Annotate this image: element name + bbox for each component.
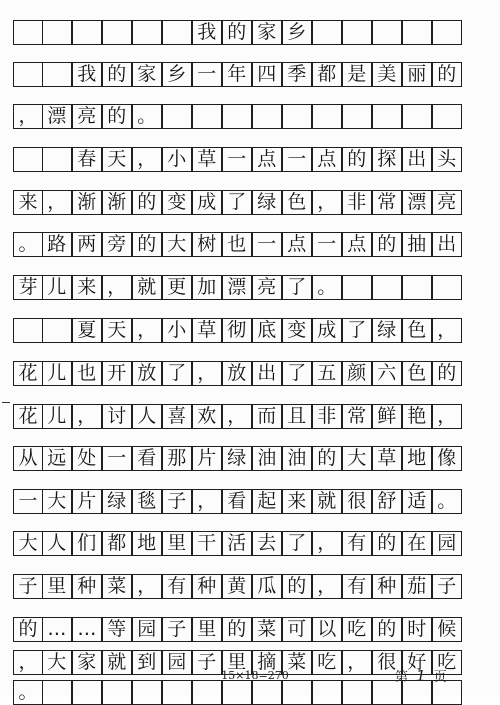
grid-cell: 人 bbox=[42, 531, 72, 556]
grid-cell: 起 bbox=[252, 489, 282, 514]
grid-cell: 色 bbox=[282, 190, 312, 215]
grid-cell: 探 bbox=[372, 147, 402, 172]
grid-cell: 渐 bbox=[72, 190, 102, 215]
grid-cell bbox=[13, 62, 43, 87]
grid-cell: ， bbox=[132, 318, 162, 343]
grid-cell bbox=[192, 104, 222, 129]
grid-cell: 有 bbox=[342, 531, 372, 556]
grid-cell: 来 bbox=[72, 275, 102, 300]
grid-cell: … bbox=[72, 617, 102, 642]
grid-cell: 鲜 bbox=[372, 404, 402, 429]
grid-cell: 候 bbox=[432, 617, 462, 642]
grid-cell: 黄 bbox=[222, 574, 252, 599]
grid-cell: 抽 bbox=[402, 232, 432, 257]
grid-cell: ， bbox=[342, 650, 372, 675]
grid-cell: ， bbox=[72, 404, 102, 429]
grid-row bbox=[13, 318, 463, 343]
grid-cell: 大 bbox=[342, 446, 372, 471]
grid-cell: 我 bbox=[72, 62, 102, 87]
grid-cell: 一 bbox=[192, 62, 222, 87]
grid-cell bbox=[13, 318, 43, 343]
grid-cell: ， bbox=[432, 318, 462, 343]
grid-cell bbox=[222, 680, 252, 705]
grid-cell: 芽 bbox=[13, 275, 43, 300]
grid-cell bbox=[252, 680, 282, 705]
grid-cell: 适 bbox=[402, 489, 432, 514]
grid-cell: 花 bbox=[13, 404, 43, 429]
grid-cell: 色 bbox=[402, 318, 432, 343]
grid-cell: 人 bbox=[132, 404, 162, 429]
grid-cell: 的 bbox=[282, 574, 312, 599]
grid-cell: 的 bbox=[222, 617, 252, 642]
grid-row bbox=[13, 104, 463, 129]
grid-cell: 种 bbox=[372, 574, 402, 599]
grid-cell: 家 bbox=[252, 20, 282, 45]
grid-cell: 的 bbox=[102, 104, 132, 129]
grid-cell: 四 bbox=[252, 62, 282, 87]
grid-cell: 来 bbox=[13, 190, 43, 215]
grid-row bbox=[13, 489, 463, 514]
grid-cell bbox=[42, 318, 72, 343]
grid-cell: 加 bbox=[192, 275, 222, 300]
grid-cell: 菜 bbox=[252, 617, 282, 642]
grid-cell: 。 bbox=[13, 232, 43, 257]
grid-cell: 了 bbox=[282, 275, 312, 300]
grid-cell: 天 bbox=[102, 318, 132, 343]
grid-cell: 很 bbox=[372, 650, 402, 675]
grid-cell: 点 bbox=[312, 147, 342, 172]
grid-cell: 草 bbox=[192, 318, 222, 343]
grid-cell bbox=[132, 20, 162, 45]
grid-cell: 吃 bbox=[312, 650, 342, 675]
grid-cell: 出 bbox=[402, 147, 432, 172]
grid-cell: 时 bbox=[402, 617, 432, 642]
grid-cell: 亮 bbox=[72, 104, 102, 129]
grid-cell: ， bbox=[312, 574, 342, 599]
grid-cell: 有 bbox=[342, 574, 372, 599]
grid-row bbox=[13, 446, 463, 471]
grid-cell bbox=[312, 104, 342, 129]
grid-cell: 油 bbox=[282, 446, 312, 471]
grid-cell bbox=[372, 20, 402, 45]
grid-cell: 种 bbox=[192, 574, 222, 599]
grid-cell: 可 bbox=[282, 617, 312, 642]
grid-row bbox=[13, 361, 463, 386]
grid-cell: 欢 bbox=[192, 404, 222, 429]
grid-cell bbox=[132, 680, 162, 705]
grid-cell: 看 bbox=[132, 446, 162, 471]
grid-cell bbox=[102, 20, 132, 45]
grid-cell: ， bbox=[312, 531, 342, 556]
grid-row bbox=[13, 275, 463, 300]
grid-cell: 菜 bbox=[102, 574, 132, 599]
grid-cell: 干 bbox=[192, 531, 222, 556]
grid-cell: ， bbox=[13, 104, 43, 129]
grid-cell: 地 bbox=[402, 446, 432, 471]
grid-cell: 子 bbox=[13, 574, 43, 599]
grid-cell: 里 bbox=[162, 531, 192, 556]
grid-spec-label: 15×18=270 bbox=[221, 669, 289, 682]
grid-cell: 菜 bbox=[282, 650, 312, 675]
grid-row bbox=[13, 62, 463, 87]
grid-cell: 的 bbox=[342, 147, 372, 172]
grid-cell: 。 bbox=[432, 489, 462, 514]
grid-cell: 天 bbox=[102, 147, 132, 172]
grid-cell: 出 bbox=[252, 361, 282, 386]
grid-cell: 吃 bbox=[432, 650, 462, 675]
grid-cell bbox=[42, 147, 72, 172]
grid-cell: 远 bbox=[42, 446, 72, 471]
grid-cell bbox=[432, 20, 462, 45]
grid-cell: 就 bbox=[132, 275, 162, 300]
grid-cell: 去 bbox=[252, 531, 282, 556]
grid-cell: ， bbox=[432, 404, 462, 429]
grid-cell: 子 bbox=[432, 574, 462, 599]
grid-cell: 片 bbox=[192, 446, 222, 471]
grid-cell: 里 bbox=[192, 617, 222, 642]
grid-cell: 了 bbox=[282, 361, 312, 386]
grid-cell: 放 bbox=[132, 361, 162, 386]
grid-cell bbox=[342, 275, 372, 300]
grid-row bbox=[13, 147, 463, 172]
grid-cell: 地 bbox=[132, 531, 162, 556]
grid-cell: 等 bbox=[102, 617, 132, 642]
grid-cell: 好 bbox=[402, 650, 432, 675]
grid-cell: 漂 bbox=[222, 275, 252, 300]
grid-cell: 树 bbox=[192, 232, 222, 257]
grid-cell bbox=[162, 20, 192, 45]
grid-cell: ， bbox=[42, 190, 72, 215]
grid-cell: 子 bbox=[162, 489, 192, 514]
grid-cell bbox=[13, 20, 43, 45]
grid-cell: 都 bbox=[312, 62, 342, 87]
grid-cell: 吃 bbox=[342, 617, 372, 642]
grid-cell bbox=[282, 680, 312, 705]
grid-cell: 季 bbox=[282, 62, 312, 87]
grid-cell bbox=[342, 104, 372, 129]
grid-cell: 的 bbox=[372, 232, 402, 257]
grid-cell: 茄 bbox=[402, 574, 432, 599]
grid-cell: 大 bbox=[42, 650, 72, 675]
grid-cell: 里 bbox=[42, 574, 72, 599]
grid-cell: 就 bbox=[312, 489, 342, 514]
grid-cell: 一 bbox=[312, 232, 342, 257]
page-suffix: 页 bbox=[433, 670, 451, 685]
grid-cell: 乡 bbox=[162, 62, 192, 87]
grid-cell: 颜 bbox=[342, 361, 372, 386]
grid-cell: 园 bbox=[162, 650, 192, 675]
grid-cell: 以 bbox=[312, 617, 342, 642]
grid-cell: 点 bbox=[252, 147, 282, 172]
grid-cell: 。 bbox=[312, 275, 342, 300]
grid-cell: ， bbox=[192, 489, 222, 514]
grid-cell: 草 bbox=[192, 147, 222, 172]
grid-cell: ， bbox=[222, 404, 252, 429]
grid-cell: 艳 bbox=[402, 404, 432, 429]
page-number: 1 bbox=[416, 667, 430, 685]
grid-cell: 也 bbox=[72, 361, 102, 386]
grid-cell: 的 bbox=[102, 62, 132, 87]
grid-cell: 丽 bbox=[402, 62, 432, 87]
grid-cell: 头 bbox=[432, 147, 462, 172]
grid-cell: 大 bbox=[162, 232, 192, 257]
grid-cell bbox=[372, 275, 402, 300]
grid-cell: 底 bbox=[252, 318, 282, 343]
grid-cell: 从 bbox=[13, 446, 43, 471]
grid-cell: 里 bbox=[222, 650, 252, 675]
grid-cell: 儿 bbox=[42, 404, 72, 429]
grid-cell: 种 bbox=[72, 574, 102, 599]
grid-cell: 活 bbox=[222, 531, 252, 556]
grid-cell bbox=[312, 680, 342, 705]
grid-row bbox=[13, 190, 463, 215]
grid-cell: 园 bbox=[132, 617, 162, 642]
grid-cell: 摘 bbox=[252, 650, 282, 675]
grid-row bbox=[13, 232, 463, 257]
grid-cell bbox=[342, 680, 372, 705]
grid-row bbox=[13, 404, 463, 429]
grid-cell: 六 bbox=[372, 361, 402, 386]
grid-cell: 而 bbox=[252, 404, 282, 429]
grid-cell: … bbox=[42, 617, 72, 642]
grid-cell: 开 bbox=[102, 361, 132, 386]
grid-cell: 一 bbox=[13, 489, 43, 514]
grid-cell: 的 bbox=[372, 617, 402, 642]
grid-cell: 儿 bbox=[42, 275, 72, 300]
grid-cell: 子 bbox=[162, 617, 192, 642]
grid-cell bbox=[372, 104, 402, 129]
grid-cell: 彻 bbox=[222, 318, 252, 343]
grid-cell: 乡 bbox=[282, 20, 312, 45]
grid-cell: 了 bbox=[282, 531, 312, 556]
grid-cell: 有 bbox=[162, 574, 192, 599]
grid-cell: 子 bbox=[192, 650, 222, 675]
grid-cell: 一 bbox=[222, 147, 252, 172]
grid-cell: 了 bbox=[222, 190, 252, 215]
page-indicator bbox=[395, 666, 451, 685]
grid-cell: 绿 bbox=[222, 446, 252, 471]
grid-cell: 片 bbox=[72, 489, 102, 514]
grid-cell: 漂 bbox=[42, 104, 72, 129]
grid-cell: 家 bbox=[72, 650, 102, 675]
grid-cell: 很 bbox=[342, 489, 372, 514]
grid-cell: 大 bbox=[13, 531, 43, 556]
grid-cell bbox=[72, 680, 102, 705]
grid-cell: 常 bbox=[372, 190, 402, 215]
grid-row bbox=[13, 574, 463, 599]
grid-cell: 一 bbox=[282, 147, 312, 172]
grid-cell bbox=[222, 104, 252, 129]
grid-cell: 看 bbox=[222, 489, 252, 514]
grid-cell: 家 bbox=[132, 62, 162, 87]
grid-cell bbox=[312, 20, 342, 45]
grid-cell: 成 bbox=[312, 318, 342, 343]
grid-cell: 美 bbox=[372, 62, 402, 87]
grid-cell: 年 bbox=[222, 62, 252, 87]
grid-cell: 亮 bbox=[252, 275, 282, 300]
grid-cell: 更 bbox=[162, 275, 192, 300]
grid-cell: 像 bbox=[432, 446, 462, 471]
grid-cell: 舒 bbox=[372, 489, 402, 514]
grid-cell bbox=[342, 20, 372, 45]
grid-cell: ， bbox=[132, 147, 162, 172]
grid-cell: 路 bbox=[42, 232, 72, 257]
grid-row bbox=[13, 531, 463, 556]
grid-cell: 绿 bbox=[372, 318, 402, 343]
grid-cell: 非 bbox=[342, 190, 372, 215]
grid-cell: 处 bbox=[72, 446, 102, 471]
grid-cell: 。 bbox=[132, 104, 162, 129]
grid-cell: 了 bbox=[342, 318, 372, 343]
grid-cell: 点 bbox=[282, 232, 312, 257]
grid-cell: 我 bbox=[192, 20, 222, 45]
grid-cell: 是 bbox=[342, 62, 372, 87]
grid-cell: 五 bbox=[312, 361, 342, 386]
grid-cell: 常 bbox=[342, 404, 372, 429]
grid-cell: 夏 bbox=[72, 318, 102, 343]
grid-cell bbox=[432, 104, 462, 129]
grid-cell: 的 bbox=[132, 190, 162, 215]
grid-cell bbox=[13, 147, 43, 172]
grid-cell: 草 bbox=[372, 446, 402, 471]
grid-cell: 到 bbox=[132, 650, 162, 675]
grid-cell bbox=[402, 20, 432, 45]
grid-cell: 的 bbox=[222, 20, 252, 45]
grid-cell: 变 bbox=[162, 190, 192, 215]
grid-cell: 且 bbox=[282, 404, 312, 429]
grid-cell: 在 bbox=[402, 531, 432, 556]
grid-cell: 那 bbox=[162, 446, 192, 471]
grid-cell: 都 bbox=[102, 531, 132, 556]
grid-cell: 色 bbox=[402, 361, 432, 386]
grid-cell: 毯 bbox=[132, 489, 162, 514]
grid-cell: 的 bbox=[432, 361, 462, 386]
grid-cell: 来 bbox=[282, 489, 312, 514]
grid-cell bbox=[192, 680, 222, 705]
grid-cell bbox=[102, 680, 132, 705]
grid-cell: 大 bbox=[42, 489, 72, 514]
grid-cell: 点 bbox=[342, 232, 372, 257]
grid-cell: 成 bbox=[192, 190, 222, 215]
grid-row bbox=[13, 20, 463, 45]
grid-cell: 的 bbox=[372, 531, 402, 556]
grid-cell: ， bbox=[13, 650, 43, 675]
grid-cell bbox=[72, 20, 102, 45]
grid-cell: ， bbox=[312, 190, 342, 215]
grid-cell: 非 bbox=[312, 404, 342, 429]
grid-cell bbox=[432, 275, 462, 300]
grid-cell: 的 bbox=[132, 232, 162, 257]
grid-cell: 绿 bbox=[102, 489, 132, 514]
grid-cell: 就 bbox=[102, 650, 132, 675]
page-prefix: 第 bbox=[395, 670, 413, 685]
grid-cell: ， bbox=[132, 574, 162, 599]
grid-cell: 一 bbox=[252, 232, 282, 257]
grid-cell bbox=[252, 104, 282, 129]
grid-cell: ， bbox=[192, 361, 222, 386]
grid-cell: 们 bbox=[72, 531, 102, 556]
grid-cell bbox=[42, 62, 72, 87]
grid-cell: 小 bbox=[162, 147, 192, 172]
grid-cell bbox=[42, 20, 72, 45]
grid-cell: 瓜 bbox=[252, 574, 282, 599]
grid-cell bbox=[402, 104, 432, 129]
grid-cell: 旁 bbox=[102, 232, 132, 257]
grid-cell bbox=[162, 104, 192, 129]
grid-cell: 的 bbox=[432, 62, 462, 87]
grid-cell: 的 bbox=[312, 446, 342, 471]
grid-cell: 也 bbox=[222, 232, 252, 257]
grid-cell: 的 bbox=[13, 617, 43, 642]
grid-cell: 油 bbox=[252, 446, 282, 471]
grid-cell: 。 bbox=[13, 680, 43, 705]
grid-cell: 两 bbox=[72, 232, 102, 257]
grid-cell: 了 bbox=[162, 361, 192, 386]
grid-cell: 变 bbox=[282, 318, 312, 343]
grid-cell bbox=[402, 275, 432, 300]
grid-row bbox=[13, 617, 463, 642]
grid-cell: 讨 bbox=[102, 404, 132, 429]
grid-cell: 渐 bbox=[102, 190, 132, 215]
grid-cell: 春 bbox=[72, 147, 102, 172]
grid-cell: 儿 bbox=[42, 361, 72, 386]
grid-cell: 亮 bbox=[432, 190, 462, 215]
margin-tick bbox=[2, 402, 10, 403]
grid-cell: 园 bbox=[432, 531, 462, 556]
grid-cell: 出 bbox=[432, 232, 462, 257]
grid-cell: ， bbox=[102, 275, 132, 300]
grid-cell bbox=[162, 680, 192, 705]
grid-cell: 放 bbox=[222, 361, 252, 386]
grid-cell bbox=[42, 680, 72, 705]
grid-cell: 漂 bbox=[402, 190, 432, 215]
grid-cell: 花 bbox=[13, 361, 43, 386]
grid-cell bbox=[282, 104, 312, 129]
grid-cell: 一 bbox=[102, 446, 132, 471]
grid-cell: 小 bbox=[162, 318, 192, 343]
grid-cell: 绿 bbox=[252, 190, 282, 215]
grid-cell: 喜 bbox=[162, 404, 192, 429]
